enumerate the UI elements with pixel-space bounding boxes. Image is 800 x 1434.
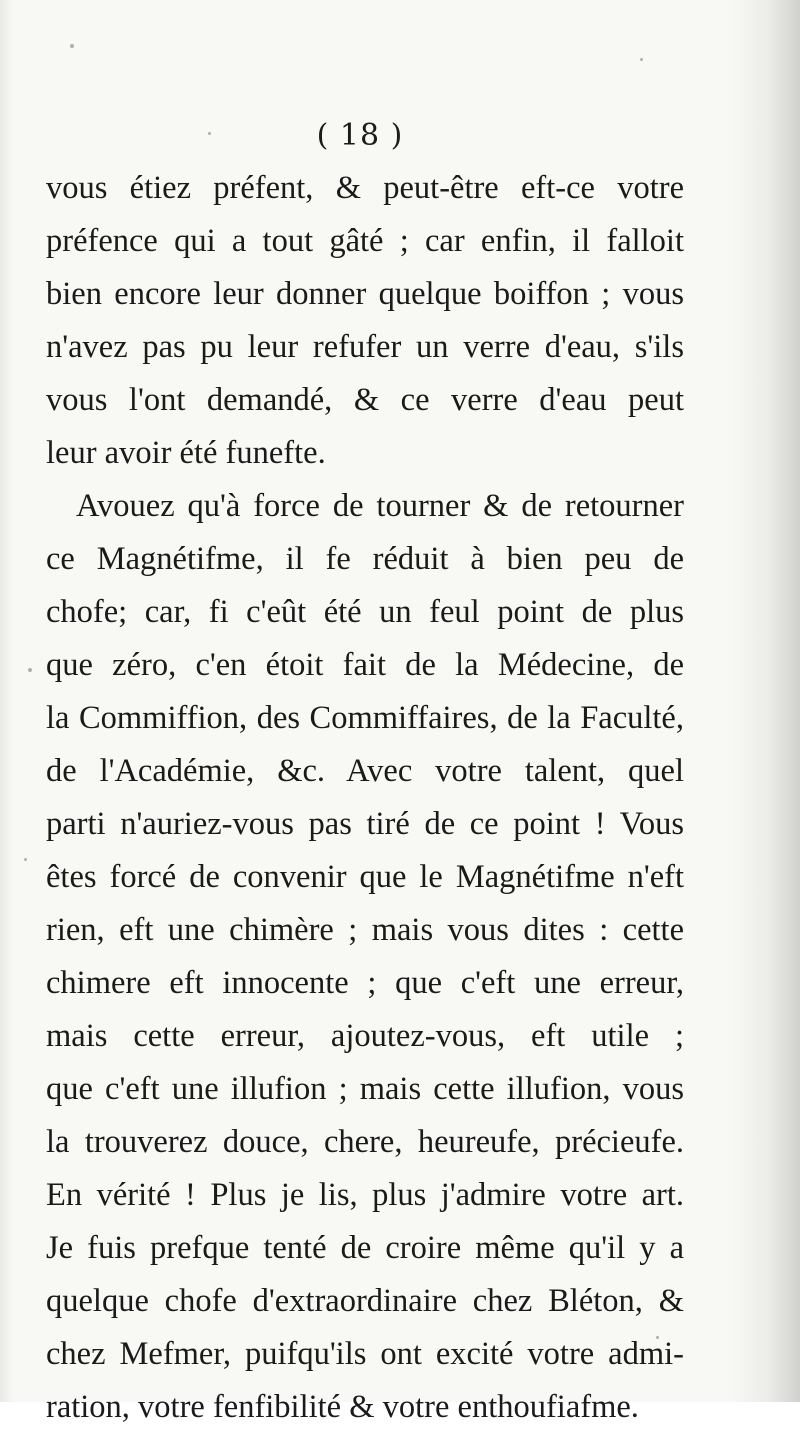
text-line: la trouverez douce, chere, heureufe, précieufe. — [46, 1124, 684, 1160]
text-line: rien, eft une chimère ; mais vous dites : cette — [46, 912, 684, 948]
text-line: ration, votre fenfibilité & votre enthoufiafme. — [46, 1389, 639, 1425]
page-edge-shadow — [0, 0, 14, 1402]
scan-speck — [28, 668, 32, 672]
text-line: préfence qui a tout gâté ; car enfin, il falloit — [46, 223, 684, 259]
text-line: que c'eft une illufion ; mais cette illufion, vous — [46, 1071, 684, 1107]
text-line: mais cette erreur, ajoutez-vous, eft utile ; — [46, 1018, 684, 1054]
scan-speck — [24, 858, 27, 861]
text-line: En vérité ! Plus je lis, plus j'admire votre art. — [46, 1177, 684, 1213]
body-text — [46, 162, 684, 1434]
text-line: êtes forcé de convenir que le Magnétifme n'eft — [46, 859, 684, 895]
text-line: parti n'auriez-vous pas tiré de ce point ! Vous — [46, 806, 684, 842]
text-line: Je fuis prefque tenté de croire même qu'il y a — [46, 1230, 684, 1266]
text-line: chez Mefmer, puifqu'ils ont excité votre admi- — [46, 1336, 684, 1372]
page-number: ( 18 ) — [316, 118, 404, 153]
scan-speck — [640, 58, 643, 61]
text-line: ce Magnétifme, il fe réduit à bien peu de — [46, 541, 684, 577]
text-line: leur avoir été funefte. — [46, 435, 326, 471]
text-line: de l'Académie, &c. Avec votre talent, quel — [46, 753, 684, 789]
text-line: que zéro, c'en étoit fait de la Médecine, de — [46, 647, 684, 683]
text-line: n'avez pas pu leur refufer un verre d'eau, s'ils — [46, 329, 684, 365]
text-line: vous l'ont demandé, & ce verre d'eau peut — [46, 382, 684, 418]
text-line: bien encore leur donner quelque boiffon ; vous — [46, 276, 684, 312]
text-line: vous étiez préfent, & peut-être eft-ce votre — [46, 170, 684, 206]
text-line: chofe; car, fi c'eût été un feul point de plus — [46, 594, 684, 630]
text-line: Avouez qu'à force de tourner & de retourner — [76, 488, 684, 524]
scan-speck — [70, 44, 74, 48]
page-gutter-shadow — [730, 0, 800, 1402]
text-line: la Commiffion, des Commiffaires, de la Faculté, — [46, 700, 684, 736]
text-line: chimere eft innocente ; que c'eft une erreur, — [46, 965, 684, 1001]
text-line: quelque chofe d'extraordinaire chez Bléton, & — [46, 1283, 684, 1319]
